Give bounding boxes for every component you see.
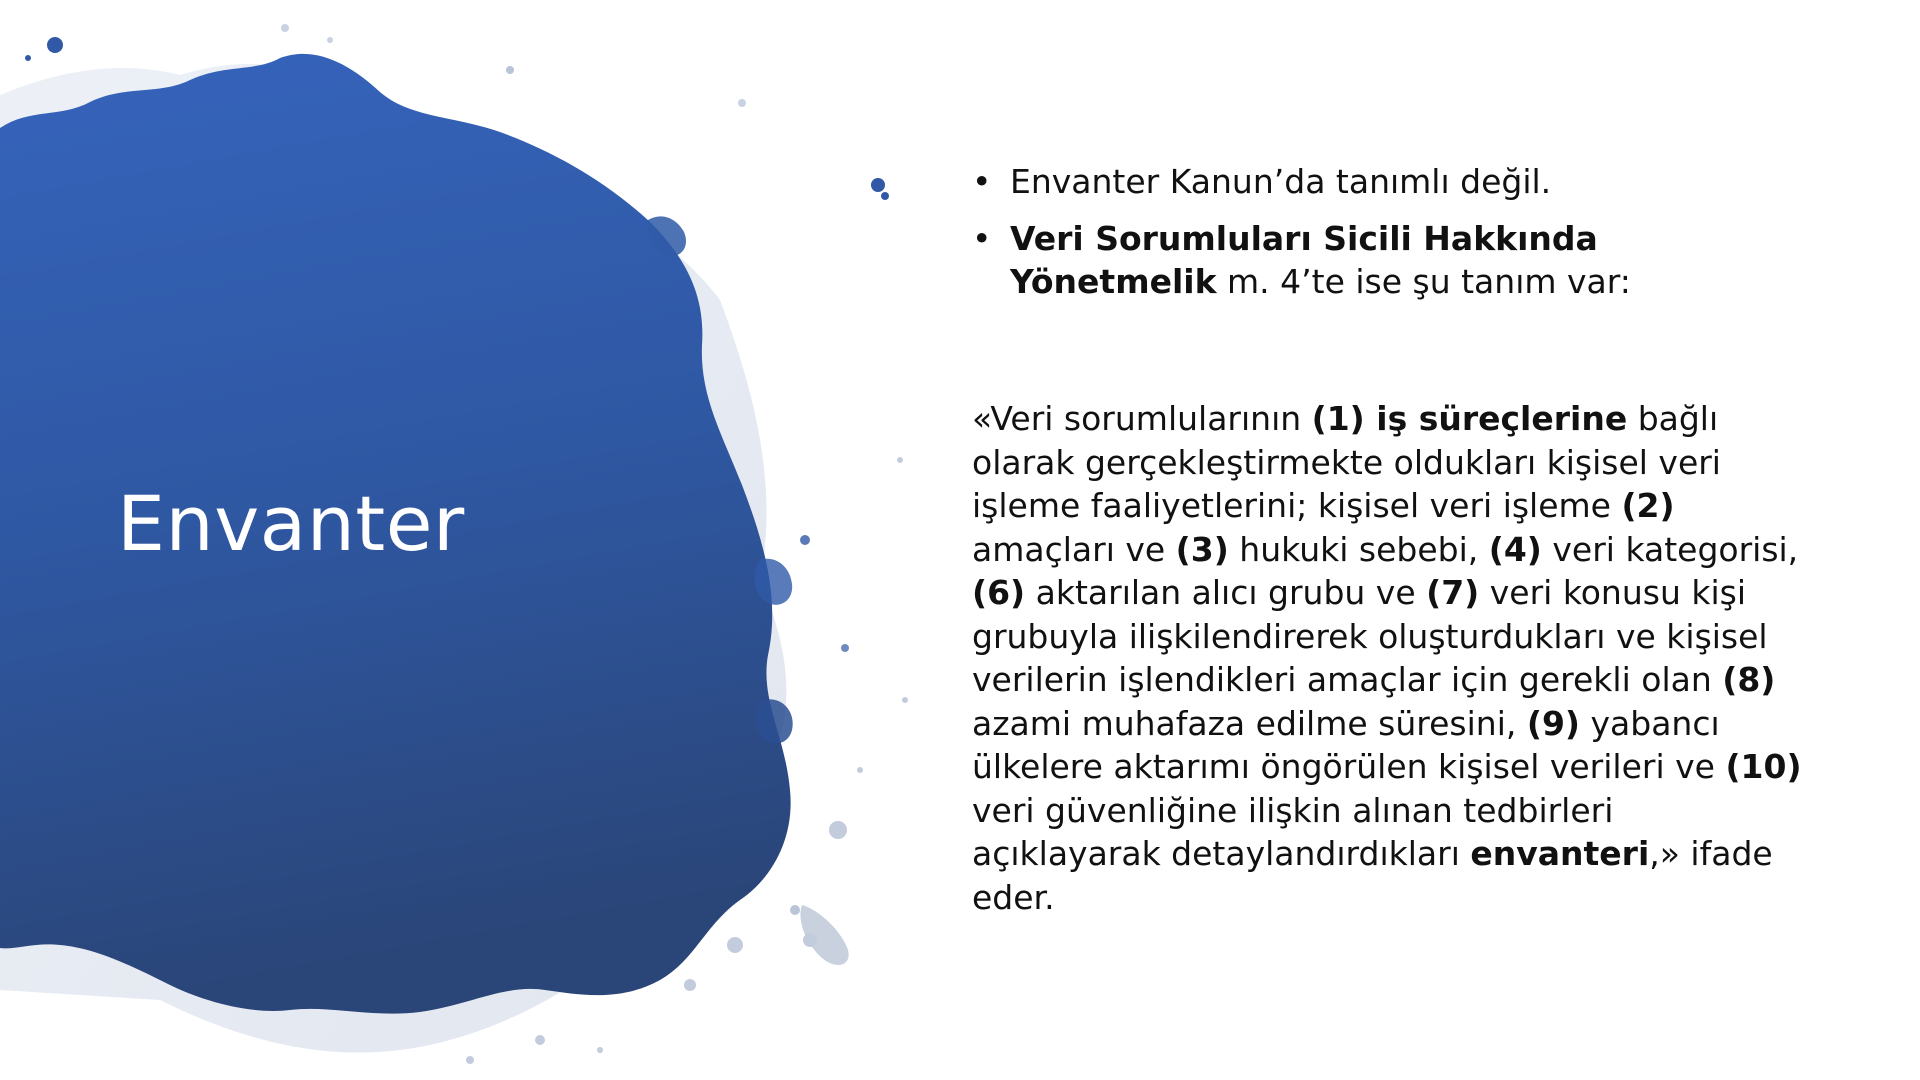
quote-text: azami muhafaza edilme süresini, xyxy=(972,703,1527,743)
bullet-list xyxy=(972,160,1802,303)
quote-text: veri kategorisi, xyxy=(1541,529,1799,569)
quote-emphasis: (6) xyxy=(972,573,1026,612)
quote-emphasis: (4) xyxy=(1488,529,1542,569)
quote-text: bağlı olarak gerçekleştirmekte oldukları kişisel veri işleme faaliyetlerini; kişisel veri işleme xyxy=(972,399,1721,525)
definition-quote xyxy=(972,397,1802,919)
quote-text: amaçları ve xyxy=(972,529,1176,569)
quote-emphasis: (3) xyxy=(1175,529,1229,569)
quote-emphasis: (8) xyxy=(1722,660,1776,699)
quote-text: aktarılan alıcı grubu ve xyxy=(1025,573,1427,612)
quote-text: hukuki sebebi, xyxy=(1228,529,1489,569)
quote-emphasis: (7) xyxy=(1426,573,1480,612)
slide-title: Envanter xyxy=(117,479,465,568)
quote-emphasis: (1) iş süreçlerine xyxy=(1311,399,1628,438)
bullet-item xyxy=(972,217,1802,303)
quote-text: veri konusu kişi grubuyla ilişkilendirerek oluşturdukları ve kişisel verilerin işlendikleri amaçlar için gerekli olan xyxy=(972,573,1768,699)
quote-emphasis: (10) xyxy=(1725,747,1802,786)
quote-text: ,» ifade eder. xyxy=(972,834,1773,917)
bullet-marker: • xyxy=(972,162,992,201)
quote-emphasis: (9) xyxy=(1526,703,1580,743)
bullet-text: m. 4’te ise şu tanım var: xyxy=(1216,262,1631,301)
slide-content xyxy=(972,160,1802,919)
quote-emphasis: (2) xyxy=(1621,486,1675,525)
quote-text: «Veri sorumlularının xyxy=(972,399,1312,438)
quote-text: yabancı ülkelere aktarımı öngörülen kişisel verileri ve xyxy=(972,703,1726,786)
regulation-name: Veri Sorumluları Sicili Hakkında Yönetmelik xyxy=(1010,219,1598,301)
bullet-marker: • xyxy=(972,219,992,258)
quote-emphasis: envanteri xyxy=(1470,834,1650,873)
bullet-text: Envanter Kanun’da tanımlı değil. xyxy=(1010,162,1552,201)
bullet-item xyxy=(972,160,1802,203)
quote-text: veri güvenliğine ilişkin alınan tedbirleri açıklayarak detaylandırdıkları xyxy=(972,790,1614,873)
